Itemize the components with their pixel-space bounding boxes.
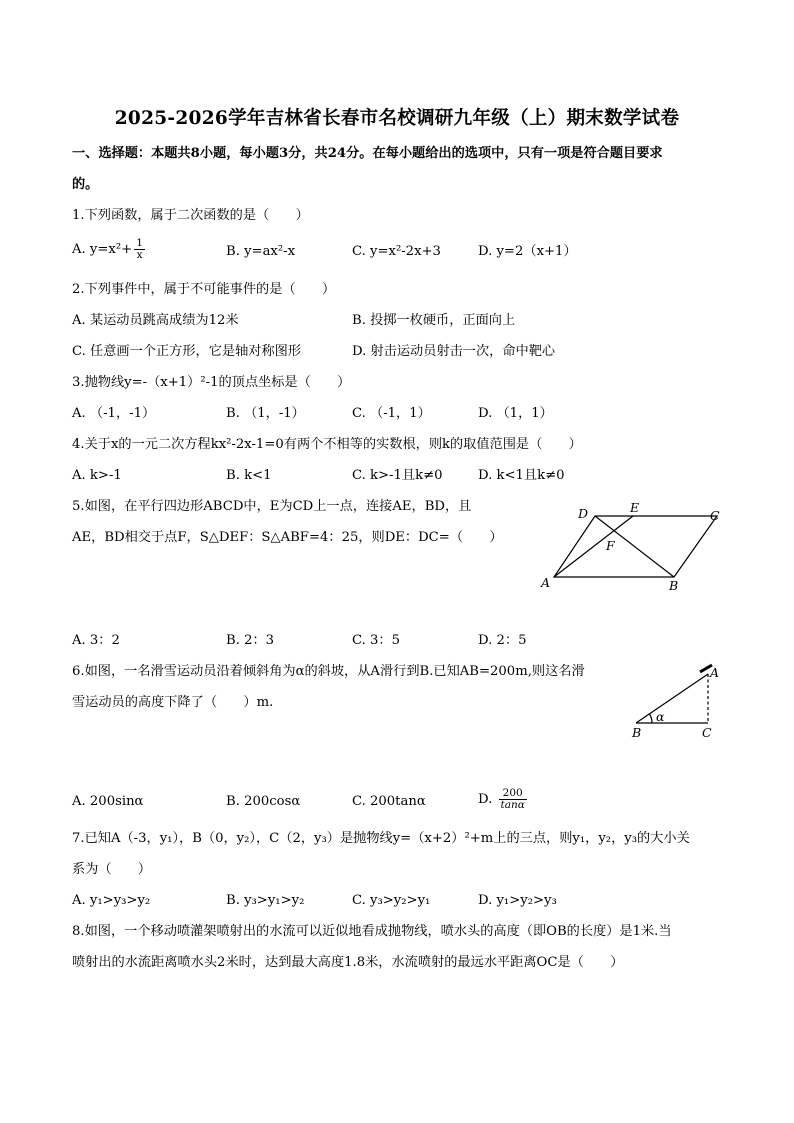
q4-option-d: D. k<1且k≠0 — [478, 468, 565, 483]
q5-option-b: B. 2：3 — [226, 633, 275, 648]
q6-option-b: B. 200cosα — [226, 794, 301, 809]
parallelogram-abcd — [554, 516, 717, 577]
q5-stem-line1: 5.如图，在平行四边形ABCD中，E为CD上一点，连接AE，BD，且 — [72, 499, 472, 514]
q2-stem: 2.下列事件中，属于不可能事件的是（ ） — [72, 282, 336, 297]
q8-stem-line1: 8.如图，一个移动喷灌架喷射出的水流可以近似地看成抛物线，喷水头的高度（即OB的长度）是1米.当 — [72, 924, 672, 939]
q5-option-c: C. 3：5 — [352, 633, 400, 648]
q6-stem-line2: 雪运动员的高度下降了（ ）m. — [72, 695, 274, 710]
q3-option-c: C. （-1，1） — [352, 406, 431, 421]
q6-option-d-fraction — [499, 788, 527, 811]
label-a: A — [541, 575, 551, 590]
label-c: C — [710, 508, 720, 523]
section-heading-line2: 的。 — [72, 177, 99, 192]
label-b: B — [669, 578, 679, 593]
q2-option-b: B. 投掷一枚硬币，正面向上 — [352, 313, 516, 328]
q2-option-c: C. 任意画一个正方形，它是轴对称图形 — [72, 344, 302, 359]
q3-option-b: B. （1，-1） — [226, 406, 305, 421]
q1-option-c: C. y=x²-2x+3 — [352, 244, 441, 259]
label-b: B — [632, 725, 642, 740]
q6-fraction-denominator: tanα — [500, 799, 525, 811]
q7-stem-line2: 系为（ ） — [72, 862, 152, 877]
segment-ae — [554, 516, 633, 577]
q7-option-d: D. y₁>y₂>y₃ — [478, 893, 557, 908]
ski-slope-figure — [622, 660, 732, 745]
label-d: D — [578, 506, 589, 521]
q1-option-d: D. y=2（x+1） — [478, 244, 577, 259]
q7-option-b: B. y₃>y₁>y₂ — [226, 893, 305, 908]
label-c: C — [702, 725, 712, 740]
q2-option-d: D. 射击运动员射击一次，命中靶心 — [352, 344, 556, 359]
q3-stem: 3.抛物线y=-（x+1）²-1的顶点坐标是（ ） — [72, 375, 351, 390]
q3-option-a: A. （-1，-1） — [72, 406, 156, 421]
label-f: F — [606, 538, 615, 553]
q1-fraction-numerator: 1 — [136, 237, 143, 249]
angle-alpha-arc — [650, 714, 653, 723]
q6-option-d — [478, 788, 527, 811]
section-heading-line1: 一、选择题：本题共8小题，每小题3分，共24分。在每小题给出的选项中，只有一项是符合题目要求 — [72, 146, 663, 161]
label-a: A — [710, 665, 720, 680]
q2-option-a: A. 某运动员跳高成绩为12米 — [72, 313, 239, 328]
q4-stem: 4.关于x的一元二次方程kx²-2x-1=0有两个不相等的实数根，则k的取值范围是（ ） — [72, 437, 582, 452]
label-alpha: α — [656, 709, 665, 724]
q4-option-b: B. k<1 — [226, 468, 272, 483]
q6-fraction-numerator: 200 — [499, 788, 527, 800]
q5-option-d: D. 2：5 — [478, 633, 527, 648]
q1-option-a-prefix: A. — [72, 242, 90, 257]
q1-option-a — [72, 238, 145, 261]
q3-option-d: D. （1，1） — [478, 406, 553, 421]
q1-option-b: B. y=ax²-x — [226, 244, 296, 259]
q4-option-c: C. k>-1且k≠0 — [352, 468, 443, 483]
q5-stem-line2: AE，BD相交于点F，S△DEF：S△ABF=4：25，则DE：DC=（ ） — [72, 530, 503, 545]
q1-stem: 1.下列函数，属于二次函数的是（ ） — [72, 208, 309, 223]
q1-option-a-expr: y=x²+ — [89, 242, 133, 257]
q1-option-a-fraction — [134, 238, 145, 261]
q4-option-a: A. k>-1 — [72, 468, 122, 483]
q5-option-a: A. 3：2 — [72, 633, 120, 648]
q8-stem-line2: 喷射出的水流距离喷水头2米时，达到最大高度1.8米，水流喷射的最远水平距离OC是（ ） — [72, 955, 624, 970]
q7-stem-line1: 7.已知A（-3，y₁），B（0，y₂），C（2，y₃）是抛物线y=（x+2）²+m上的三点，则y₁，y₂，y₃的大小关 — [72, 831, 690, 846]
q7-option-c: C. y₃>y₂>y₁ — [352, 893, 431, 908]
q6-option-c: C. 200tanα — [352, 794, 426, 809]
segment-ab-slope — [636, 674, 708, 723]
page-title: 2025-2026学年吉林省长春市名校调研九年级（上）期末数学试卷 — [114, 108, 680, 129]
q1-fraction-denominator: x — [136, 249, 143, 261]
label-e: E — [630, 500, 640, 515]
q6-stem-line1: 6.如图，一名滑雪运动员沿着倾斜角为α的斜坡，从A滑行到B.已知AB=200m,则这名滑 — [72, 664, 585, 679]
q6-option-a: A. 200sinα — [72, 794, 144, 809]
q7-option-a: A. y₁>y₃>y₂ — [72, 893, 151, 908]
parallelogram-figure — [536, 500, 736, 600]
q6-option-d-prefix: D. — [478, 792, 497, 807]
